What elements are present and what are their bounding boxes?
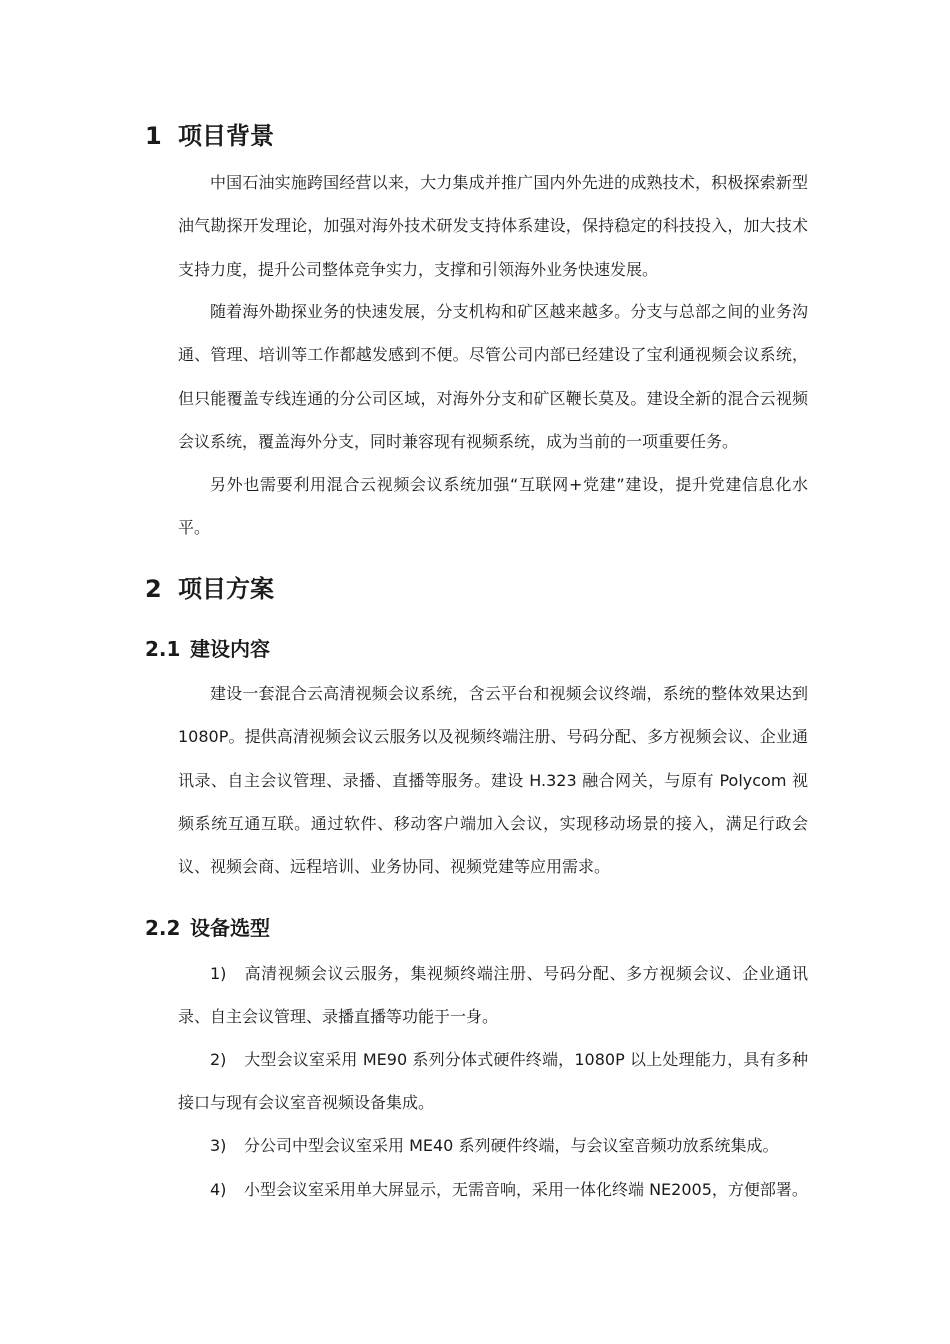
section-number: 1 xyxy=(145,122,162,150)
list-item xyxy=(178,1038,808,1125)
paragraph: 中国石油实施跨国经营以来，大力集成并推广国内外先进的成熟技术，积极探索新型油气勘探开发理论，加强对海外技术研发支持体系建设，保持稳定的科技投入，加大技术支持力度，提升公司整体竞争实力，支撑和引领海外业务快速发展。 xyxy=(178,173,808,279)
subsection-title: 建设内容 xyxy=(190,637,270,661)
list-marker: 3) xyxy=(210,1136,227,1155)
list-marker: 2) xyxy=(210,1050,227,1069)
paragraph: 建设一套混合云高清视频会议系统，含云平台和视频会议终端，系统的整体效果达到 1080P。提供高清视频会议云服务以及视频终端注册、号码分配、多方视频会议、企业通讯录、自主会议管理、录播、直播等服务。建设 H.323 融合网关，与原有 Polycom 视频系统互通互联。通过软件、移动客户端加入会议，实现移动场景的接入，满足行政会议、视频会商、远程培训、业务协同、视频党建等应用需求。 xyxy=(178,684,808,877)
list-item-text: 高清视频会议云服务，集视频终端注册、号码分配、多方视频会议、企业通讯录、自主会议管理、录播直播等功能于一身。 xyxy=(178,964,808,1027)
subsection-number: 2.1 xyxy=(145,637,181,661)
subsection-number: 2.2 xyxy=(145,916,181,940)
list-item xyxy=(178,1168,808,1211)
section-number: 2 xyxy=(145,575,162,603)
section-heading-1 xyxy=(145,121,274,151)
list-item xyxy=(178,952,808,1039)
list-item-text: 分公司中型会议室采用 ME40 系列硬件终端，与会议室音频功放系统集成。 xyxy=(244,1136,779,1155)
paragraph: 另外也需要利用混合云视频会议系统加强“互联网+党建”建设，提升党建信息化水平。 xyxy=(178,475,808,538)
list-marker: 1) xyxy=(210,964,227,983)
subsection-title: 设备选型 xyxy=(190,916,270,940)
paragraph: 随着海外勘探业务的快速发展，分支机构和矿区越来越多。分支与总部之间的业务沟通、管理、培训等工作都越发感到不便。尽管公司内部已经建设了宝利通视频会议系统，但只能覆盖专线连通的分公司区域，对海外分支和矿区鞭长莫及。建设全新的混合云视频会议系统，覆盖海外分支，同时兼容现有视频系统，成为当前的一项重要任务。 xyxy=(178,302,808,451)
list-item-text: 大型会议室采用 ME90 系列分体式硬件终端，1080P 以上处理能力，具有多种接口与现有会议室音视频设备集成。 xyxy=(178,1050,808,1113)
list-item xyxy=(178,1124,808,1167)
subsection-heading-2-2 xyxy=(145,915,270,941)
section-title: 项目方案 xyxy=(178,575,274,603)
list-item-text: 小型会议室采用单大屏显示，无需音响，采用一体化终端 NE2005，方便部署。 xyxy=(244,1180,808,1199)
subsection-heading-2-1 xyxy=(145,636,270,662)
section-title: 项目背景 xyxy=(178,122,274,150)
list-marker: 4) xyxy=(210,1180,227,1199)
section-heading-2 xyxy=(145,574,274,604)
